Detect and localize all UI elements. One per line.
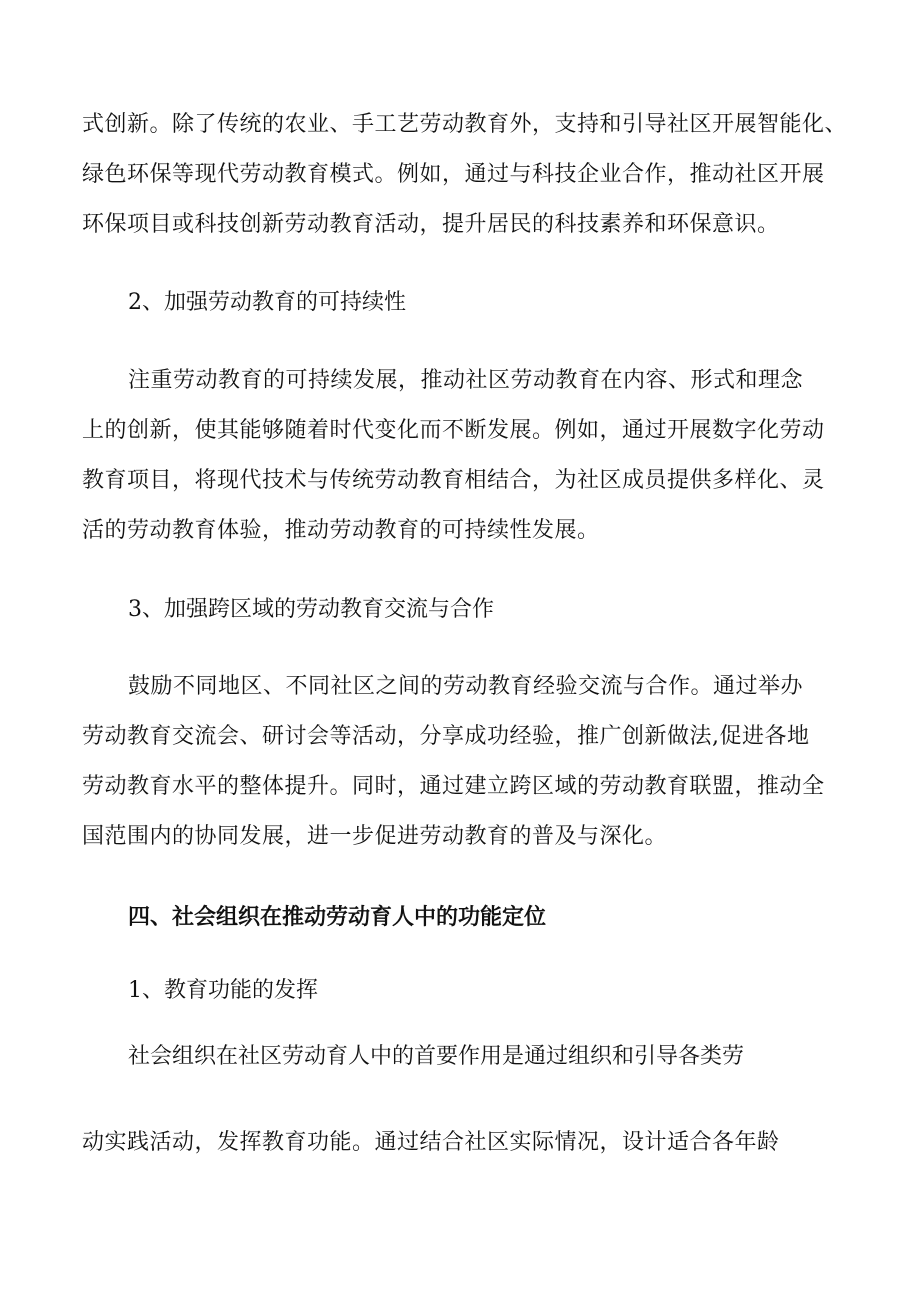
paragraph-line: 劳动教育水平的整体提升。同时，通过建立跨区域的劳动教育联盟，推动全 — [82, 774, 825, 799]
paragraph-line: 劳动教育交流会、研讨会等活动，分享成功经验，推广创新做法,促进各地 — [82, 724, 810, 749]
paragraph-line: 教育项目，将现代技术与传统劳动教育相结合，为社区成员提供多样化、灵 — [82, 468, 825, 493]
paragraph-line: 式创新。除了传统的农业、手工艺劳动教育外，支持和引导社区开展智能化、 — [82, 112, 848, 137]
paragraph-line: 环保项目或科技创新劳动教育活动，提升居民的科技素养和环保意识。 — [82, 212, 780, 237]
paragraph-line: 绿色环保等现代劳动教育模式。例如，通过与科技企业合作，推动社区开展 — [82, 162, 825, 187]
paragraph-line: 活的劳动教育体验，推动劳动教育的可持续性发展。 — [82, 518, 600, 543]
paragraph-3 — [82, 668, 842, 856]
paragraph-4-line-1: 社会组织在社区劳动育人中的首要作用是通过组织和引导各类劳 — [128, 1044, 745, 1069]
paragraph-line: 动实践活动，发挥教育功能。通过结合社区实际情况，设计适合各年龄 — [82, 1130, 780, 1155]
section-heading-4: 四、社会组织在推动劳动育人中的功能定位 — [128, 904, 547, 930]
subheading-3: 3、加强跨区域的劳动教育交流与合作 — [128, 597, 494, 622]
paragraph-line: 国范围内的协同发展，进一步促进劳动教育的普及与深化。 — [82, 824, 668, 849]
paragraph-2 — [82, 362, 842, 550]
paragraph-4-line-2 — [82, 1124, 842, 1162]
paragraph-line: 上的创新，使其能够随着时代变化而不断发展。例如，通过开展数字化劳动 — [82, 418, 825, 443]
paragraph-1 — [82, 106, 848, 244]
paragraph-line: 鼓励不同地区、不同社区之间的劳动教育经验交流与合作。通过举办 — [128, 674, 804, 699]
subheading-4-1: 1、教育功能的发挥 — [128, 978, 318, 1003]
paragraph-line: 注重劳动教育的可持续发展，推动社区劳动教育在内容、形式和理念 — [128, 368, 804, 393]
subheading-2: 2、加强劳动教育的可持续性 — [128, 290, 406, 315]
